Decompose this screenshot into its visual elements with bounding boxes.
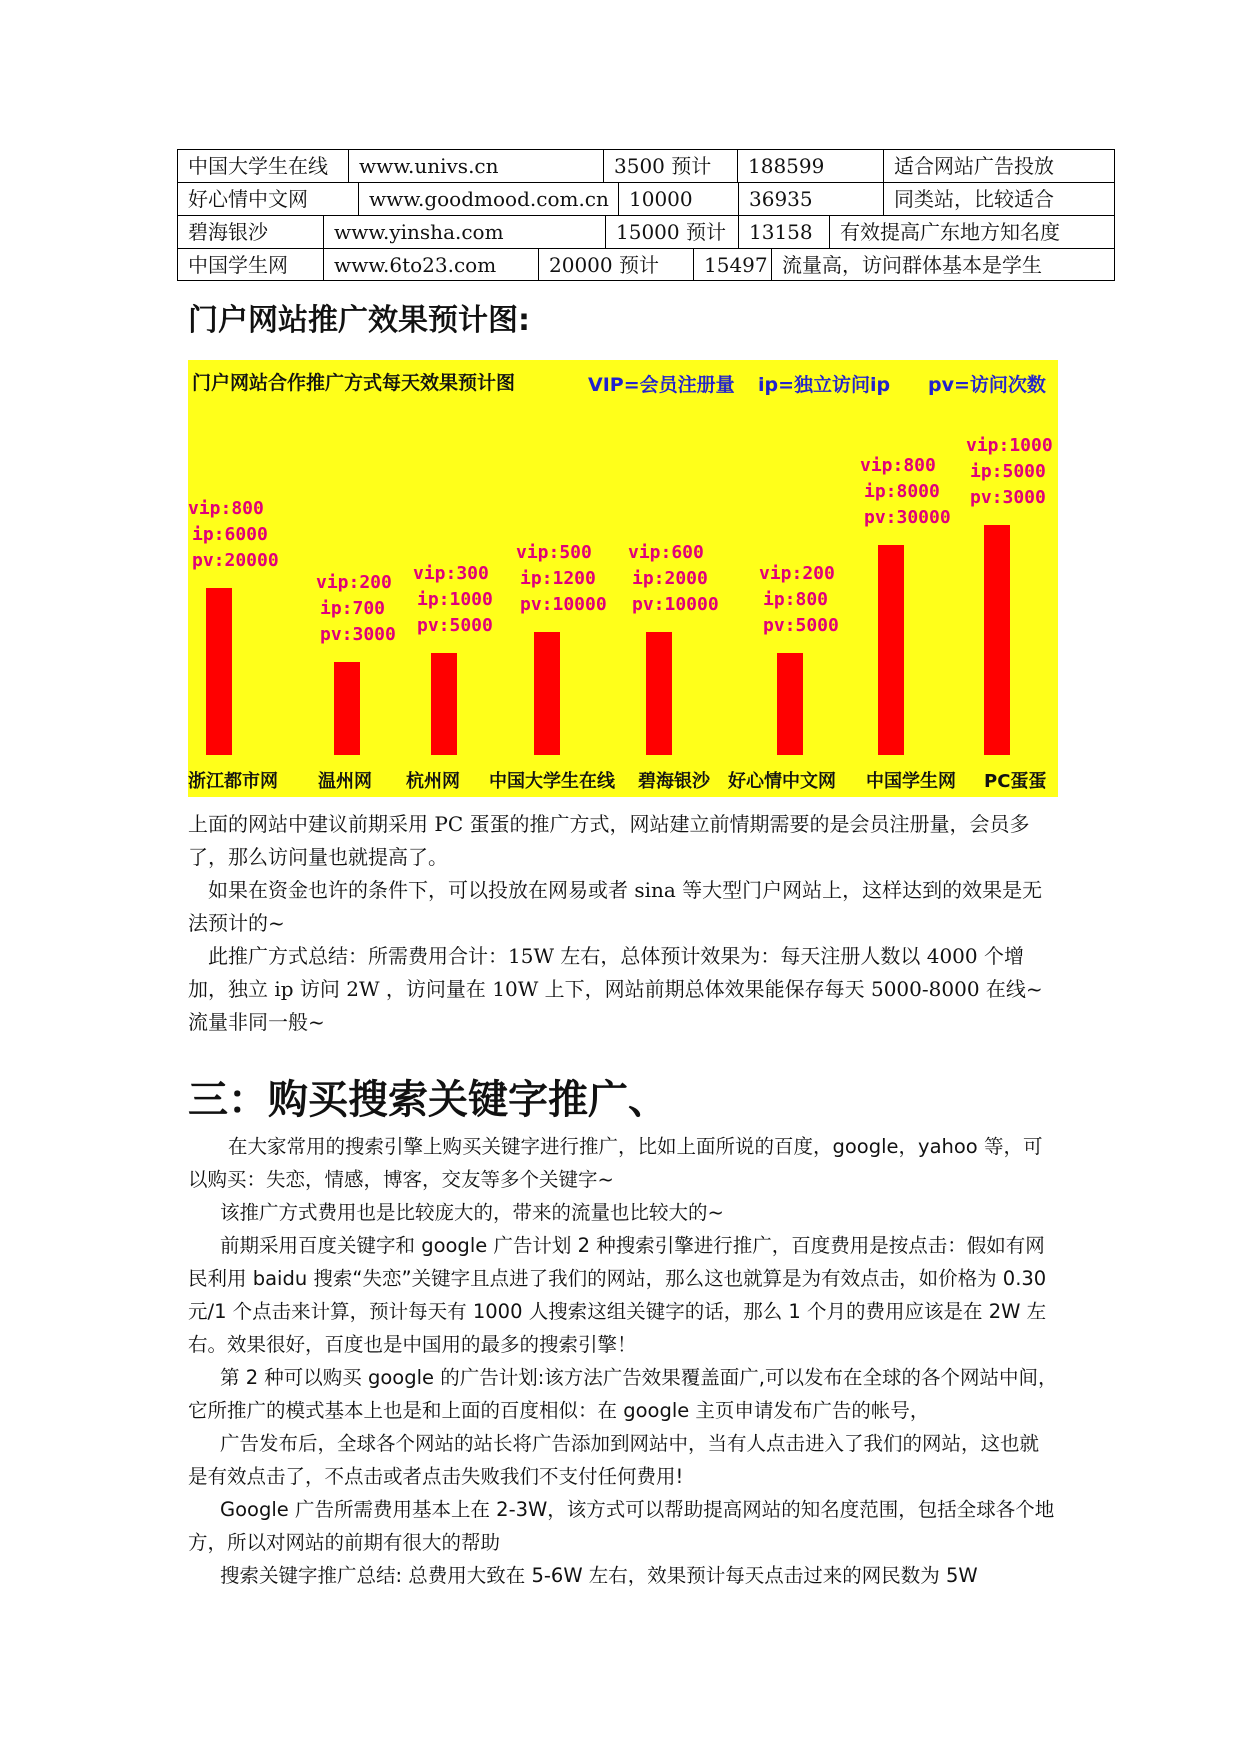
table-cell: 同类站，比较适合 (883, 183, 1116, 215)
paragraph: 此推广方式总结：所需费用合计：15W 左右，总体预计效果为：每天注册人数以 4000 个增加，独立 ip 访问 2W ，访问量在 10W 上下，网站前期总体效果能保存每天 5000-8000 在线~流量非同一般~ (188, 944, 1043, 1034)
table-cell: 流量高，访问群体基本是学生 (771, 249, 1116, 281)
table-cell: 13158 (738, 216, 829, 248)
table-cell: 3500 预计 (603, 150, 737, 182)
table-row (177, 182, 1115, 215)
data-label: vip:800 (188, 498, 264, 520)
data-label: pv:10000 (520, 593, 607, 615)
table-row (177, 215, 1115, 248)
paragraph: 第 2 种可以购买 google 的广告计划:该方法广告效果覆盖面广,可以发布在全球的各个网站中间，它所推广的模式基本上也是和上面的百度相似：在 google 主页申请发布广告的帐号， (188, 1366, 1058, 1422)
data-label: pv:10000 (632, 593, 719, 615)
table-cell: 中国学生网 (188, 253, 288, 277)
bar (431, 653, 457, 755)
category-label: 温州网 (318, 771, 372, 792)
category-label: PC蛋蛋 (984, 771, 1047, 792)
table-cell: 20000 预计 (538, 249, 693, 281)
table-cell: www.univs.cn (348, 150, 603, 182)
data-label: ip:1200 (520, 567, 596, 589)
table-cell: 有效提高广东地方知名度 (829, 216, 1116, 248)
data-label: pv:5000 (417, 615, 493, 637)
category-label: 碧海银沙 (638, 771, 710, 792)
table-cell: 15497 (693, 249, 771, 281)
category-label: 中国大学生在线 (489, 771, 615, 792)
paragraph: 搜索关键字推广总结: 总费用大致在 5-6W 左右，效果预计每天点击过来的网民数为 5W (220, 1564, 978, 1587)
paragraph: 上面的网站中建议前期采用 PC 蛋蛋的推广方式，网站建立前情期需要的是会员注册量，会员多了，那么访问量也就提高了。 (188, 812, 1030, 869)
table-row (177, 149, 1115, 182)
bar (646, 632, 672, 755)
data-label: vip:200 (316, 572, 392, 593)
table-cell: 36935 (738, 183, 883, 215)
chart-title: 门户网站合作推广方式每天效果预计图 (192, 372, 516, 394)
category-label: 中国学生网 (866, 771, 956, 792)
bar (534, 632, 560, 755)
paragraph: 如果在资金也许的条件下，可以投放在网易或者 sina 等大型门户网站上，这样达到的效果是无法预计的~ (188, 878, 1043, 935)
data-label: ip:8000 (864, 481, 940, 502)
data-label: vip:1000 (966, 435, 1053, 456)
table-cell: 适合网站广告投放 (883, 150, 1116, 182)
data-label: ip:5000 (970, 461, 1046, 482)
table-row (177, 248, 1115, 281)
bar (334, 662, 360, 755)
table-cell: www.6to23.com (323, 249, 538, 281)
paragraph: Google 广告所需费用基本上在 2-3W，该方式可以帮助提高网站的知名度范围，包括全球各个地方，所以对网站的前期有很大的帮助 (188, 1498, 1055, 1554)
sites-table (177, 149, 1115, 281)
data-label: ip:1000 (417, 589, 493, 611)
data-label: pv:5000 (763, 615, 839, 637)
bar (984, 525, 1010, 755)
category-label: 好心情中文网 (728, 771, 836, 792)
table-cell: 10000 (618, 183, 738, 215)
paragraph: 前期采用百度关键字和 google 广告计划 2 种搜索引擎进行推广，百度费用是按点击：假如有网民利用 baidu 搜索“失恋”关键字且点进了我们的网站，那么这也就算是为有效点击，如价格为 0.30 元/1 个点击来计算，预计每天有 1000 人搜索这组关键字的话，那么 1 个月的费用应该是在 2W 左右。效果很好，百度也是中国用的最多的搜索引擎！ (188, 1234, 1047, 1356)
data-label: vip:300 (413, 563, 489, 585)
data-label: ip:700 (320, 598, 386, 619)
bar (777, 653, 803, 755)
data-label: pv:30000 (864, 507, 951, 528)
table-cell: 188599 (737, 150, 883, 182)
data-label: ip:2000 (632, 567, 708, 589)
table-cell: 15000 预计 (605, 216, 738, 248)
data-label: vip:200 (759, 563, 835, 585)
legend-entry: ip=独立访问ip (758, 374, 891, 396)
paragraph: 该推广方式费用也是比较庞大的，带来的流量也比较大的~ (220, 1201, 724, 1224)
legend-entry: pv=访问次数 (928, 374, 1046, 396)
paragraph: 广告发布后，全球各个网站的站长将广告添加到网站中，当有人点击进入了我们的网站，这也就是有效点击了，不点击或者点击失败我们不支付任何费用! (188, 1432, 1040, 1488)
bar-chart (188, 360, 1058, 797)
table-cell: 中国大学生在线 (188, 154, 328, 178)
data-label: pv:20000 (192, 550, 279, 572)
table-cell: www.goodmood.com.cn (358, 183, 618, 215)
data-label: vip:600 (628, 541, 704, 563)
legend-entry: VIP=会员注册量 (588, 374, 735, 396)
data-label: pv:3000 (320, 624, 396, 645)
paragraph: 在大家常用的搜索引擎上购买关键字进行推广，比如上面所说的百度，google，yahoo 等，可以购买：失恋，情感，博客，交友等多个关键字~ (188, 1135, 1043, 1191)
data-label: ip:6000 (192, 524, 268, 546)
data-label: pv:3000 (970, 487, 1046, 508)
table-cell: 碧海银沙 (188, 220, 268, 244)
table-cell: www.yinsha.com (323, 216, 605, 248)
data-label: vip:800 (860, 455, 936, 476)
section-heading: 门户网站推广效果预计图: (188, 303, 530, 338)
category-label: 浙江都市网 (188, 771, 278, 792)
bar (878, 545, 904, 755)
data-label: ip:800 (763, 589, 829, 611)
section-heading: 三：购买搜索关键字推广、 (188, 1077, 668, 1123)
category-label: 杭州网 (406, 771, 460, 792)
table-cell: 好心情中文网 (188, 187, 308, 211)
data-label: vip:500 (516, 541, 592, 563)
bar (206, 588, 232, 755)
